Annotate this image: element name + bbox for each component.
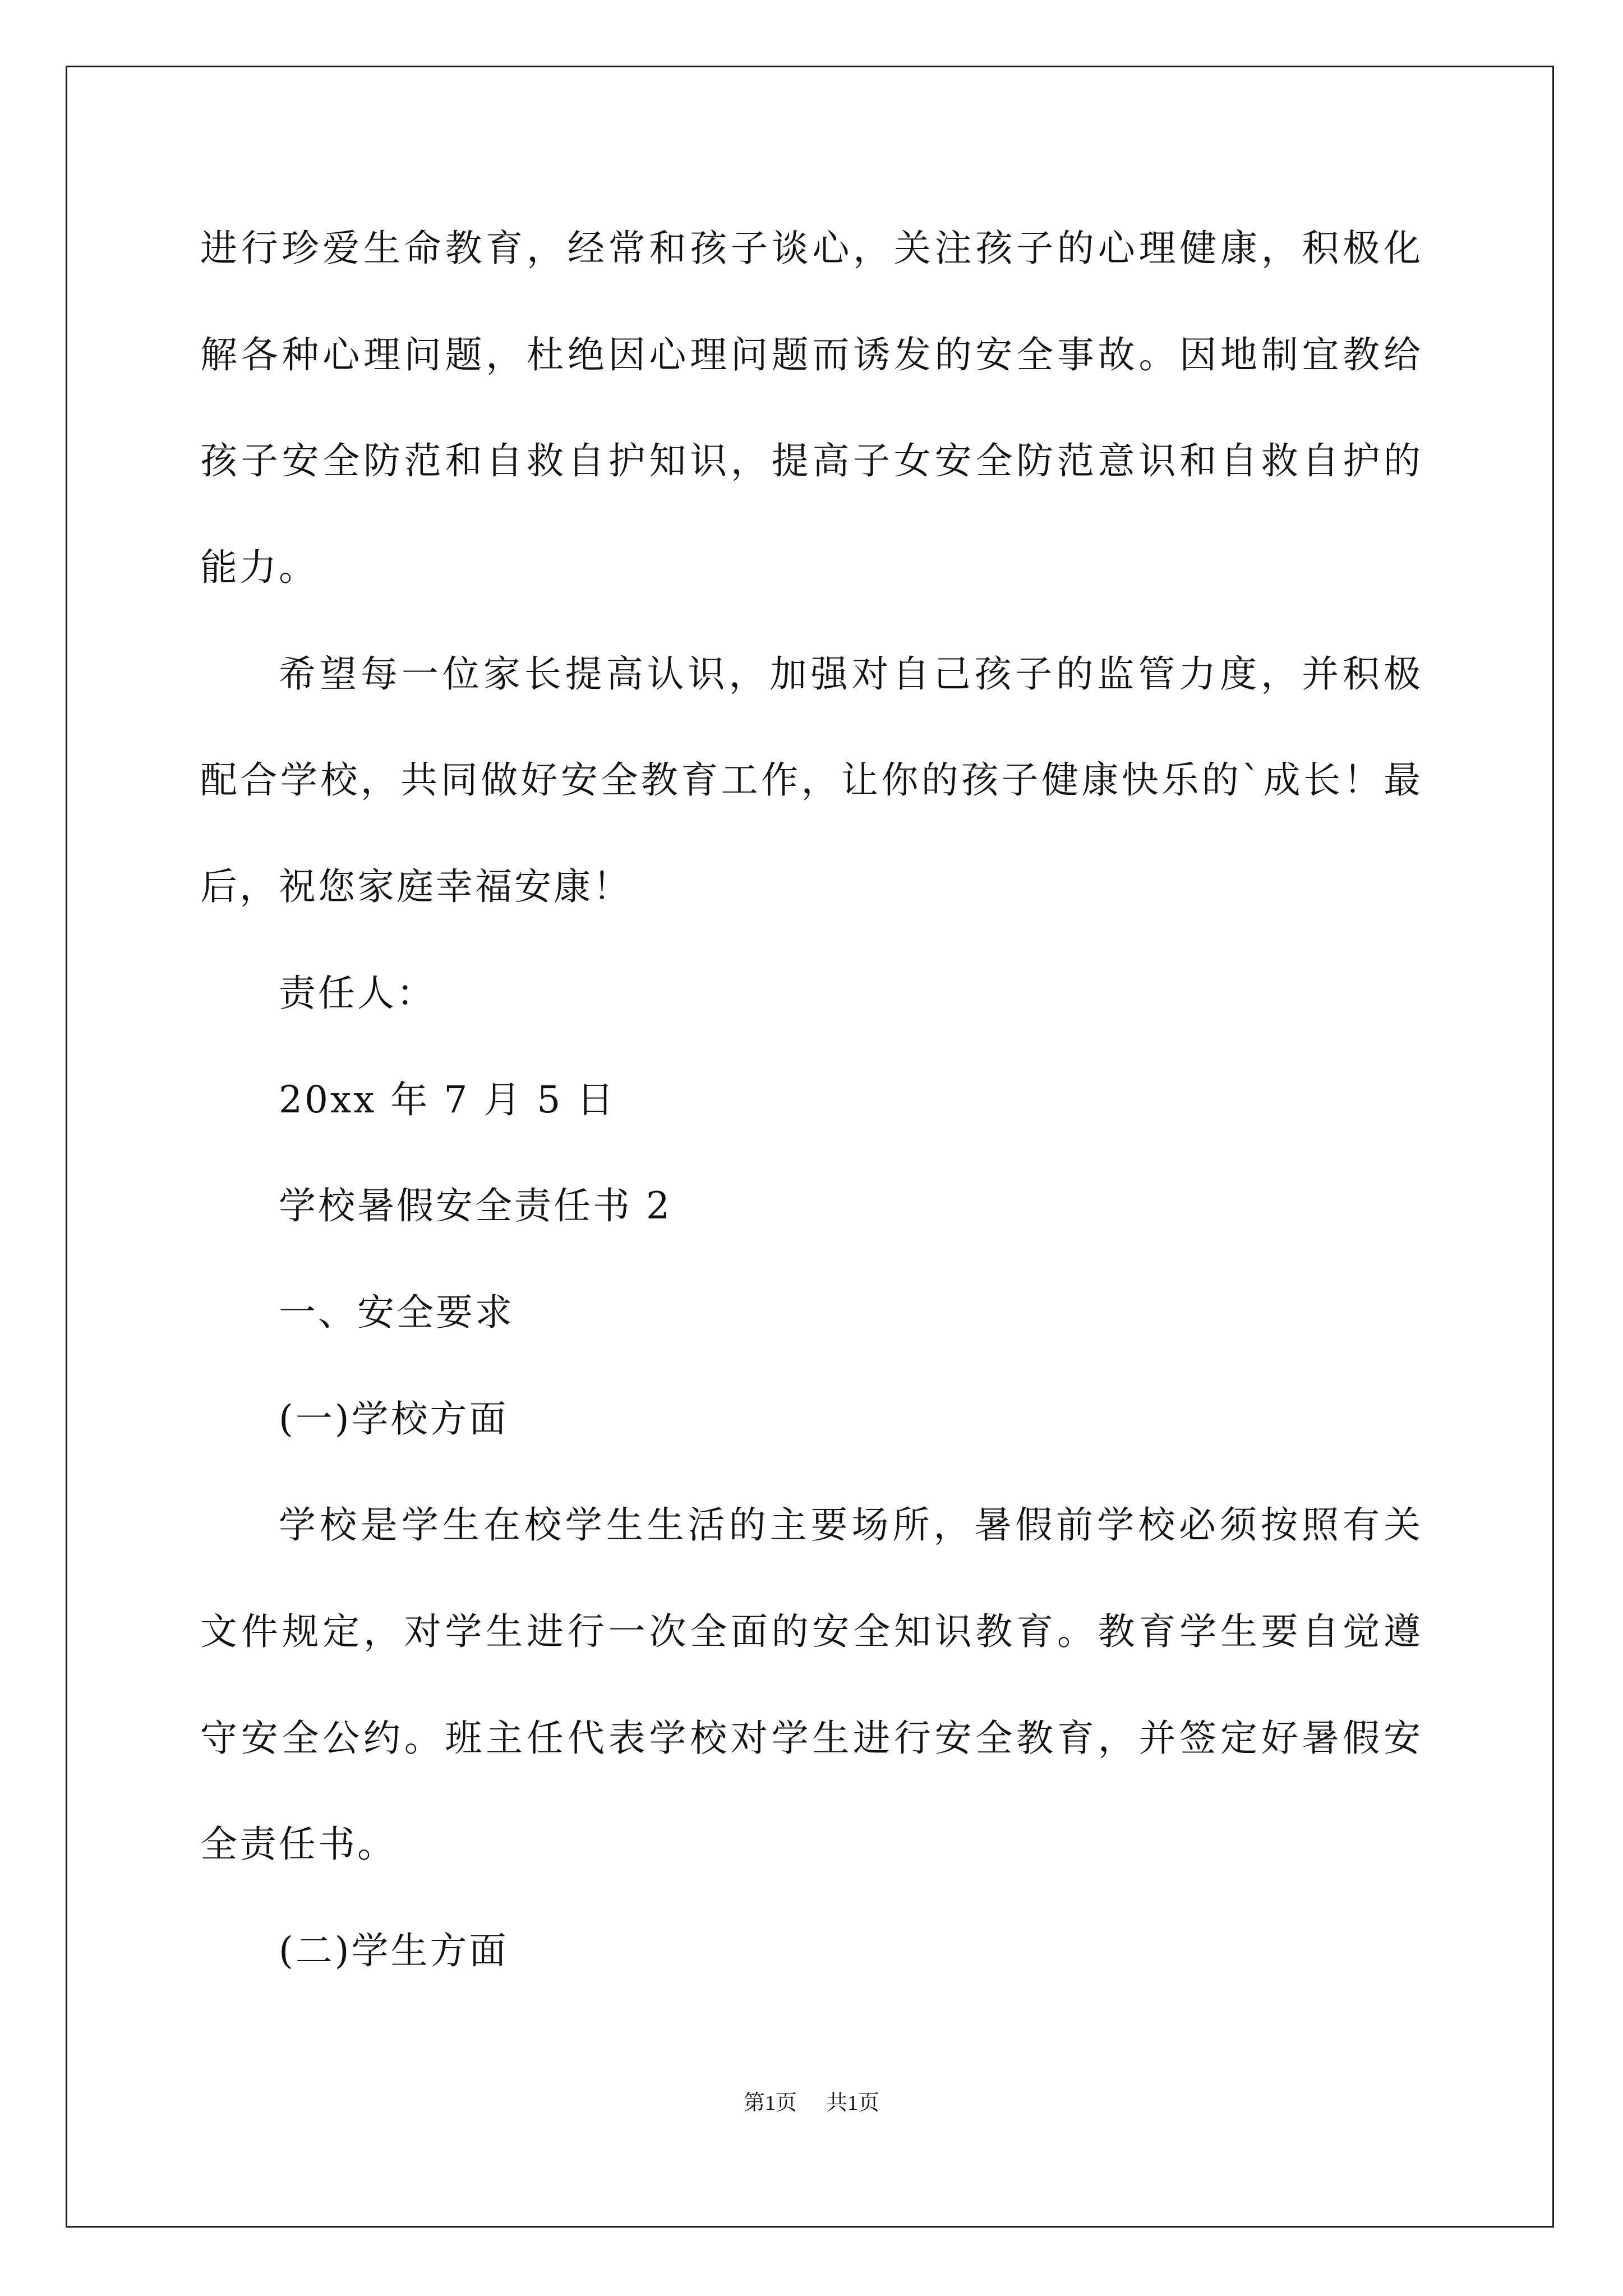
paragraph-line: 学校是学生在校学生生活的主要场所，暑假前学校必须按照有关 [279, 1503, 1423, 1547]
paragraph-line: 孩子安全防范和自救自护知识，提高子女安全防范意识和自救自护的 [200, 439, 1423, 483]
page-footer [0, 2086, 1623, 2120]
paragraph-line: 后，祝您家庭幸福安康！ [200, 865, 632, 909]
document-body [200, 195, 1423, 2004]
paragraph-line: 守安全公约。班主任代表学校对学生进行安全教育，并签定好暑假安 [200, 1716, 1423, 1760]
paragraph-line: 配合学校，共同做好安全教育工作，让你的孩子健康快乐的`成长！最 [200, 758, 1423, 802]
paragraph-line: 文件规定，对学生进行一次全面的安全知识教育。教育学生要自觉遵 [200, 1609, 1423, 1653]
date-line: 20xx 年 7 月 5 日 [279, 1078, 616, 1121]
signature-label: 责任人： [279, 971, 436, 1015]
section-heading: 一、安全要求 [279, 1290, 514, 1334]
paragraph-line: 全责任书。 [200, 1823, 396, 1866]
page-number: 第1页 [743, 2091, 797, 2115]
page-total: 共1页 [826, 2091, 880, 2115]
subsection-heading: (一)学校方面 [279, 1397, 509, 1441]
paragraph-line: 解各种心理问题，杜绝因心理问题而诱发的安全事故。因地制宜教给 [200, 333, 1423, 376]
paragraph-line: 能力。 [200, 546, 318, 590]
paragraph-line: 希望每一位家长提高认识，加强对自己孩子的监管力度，并积极 [279, 652, 1423, 696]
document-title: 学校暑假安全责任书 2 [279, 1184, 672, 1228]
subsection-heading: (二)学生方面 [279, 1929, 509, 1972]
paragraph-line: 进行珍爱生命教育，经常和孩子谈心，关注孩子的心理健康，积极化 [200, 227, 1423, 270]
